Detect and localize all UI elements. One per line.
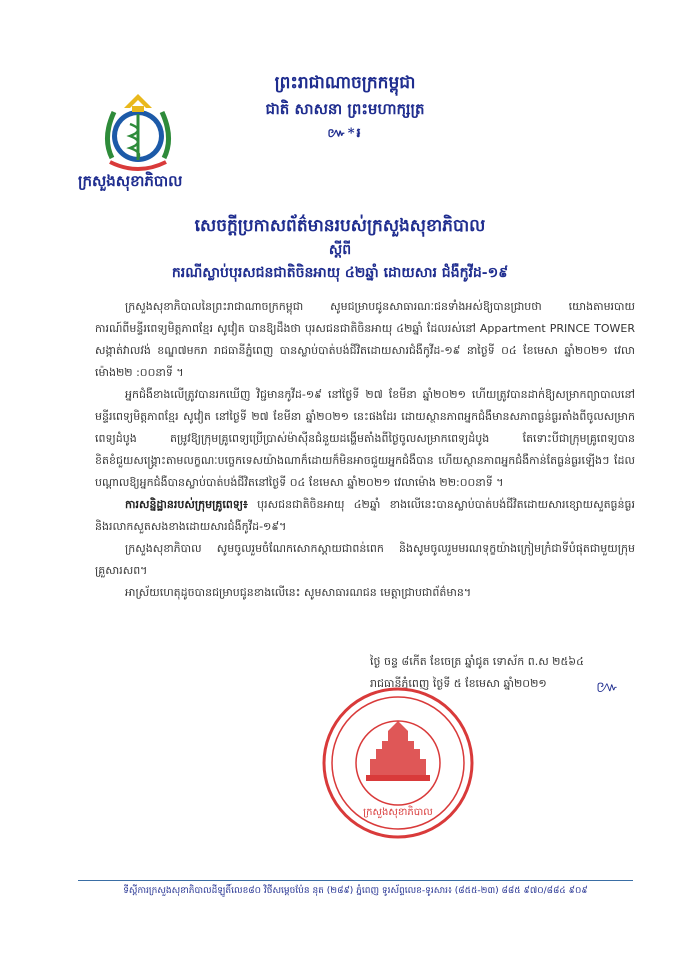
conclusion-label: ការសន្និដ្ឋានរបស់ក្រុមគ្រូពេទ្យ៖ [125, 498, 248, 511]
title-line-1: សេចក្តីប្រកាសព័ត៌មានរបស់ក្រសួងសុខាភិបាល [194, 216, 486, 236]
footer-address: ទីស្តីការក្រសួងសុខាភិបាលដីឡូតិ៍លេខ៨០ វិថីសម្តេចប៉ែន នុត (២៨៩) ភ្នំពេញ ទូរស័ព្ទលេខ-ទូរសារ៖ (៨៥៥-២៣) ៨៨៥ ៩៧០/៨៨៤ ៩០៩ [123, 886, 588, 896]
paragraph-1: ក្រសួងសុខាភិបាលនៃព្រះរាជាណាចក្រកម្ពុជា សូមជម្រាបជូនសាធារណៈជនទាំងអស់ឱ្យបានជ្រាបថា យោងតាមរបាយការណ៍ពីមន្ទីរពេទ្យមិត្តភាពខ្មែរ សូវៀត បានឱ្យដឹងថា បុរសជនជាតិចិនអាយុ ៤២ឆ្នាំ ដែលរស់នៅ Appartment PRINCE TOWER សង្កាត់វាលវង់ ខណ្ឌ៧មករា រាជធានីភ្នំពេញ បានស្លាប់បាត់បង់ជីវិតដោយសារជំងឺកូវីដ-១៩ នាថ្ងៃទី ០៤ ខែមេសា ឆ្នាំ២០២១ វេលាម៉ោង២២ :០០នាទី ។ [95, 300, 635, 379]
seal-text: ក្រសួងសុខាភិបាល [363, 807, 433, 818]
footer-divider [78, 880, 633, 881]
ministry-name: ក្រសួងសុខាភិបាល [78, 172, 183, 190]
conclusion-text: បុរសជនជាតិចិនអាយុ ៤២ឆ្នាំ ខាងលើនេះបានស្លាប់បាត់បង់ជីវិតដោយសារខ្សោយសួតធ្ងន់ធ្ងរ និងរលាកសួតសងខាងដោយសារជំងឺកូវីដ-១៩។ [95, 498, 635, 533]
paragraph-3 [95, 494, 635, 538]
kingdom-name: ព្រះរាជាណាចក្រកម្ពុជា [274, 73, 416, 93]
paragraph-2: អ្នកជំងឺខាងលើត្រូវបានរកឃើញ វិជ្ជមានកូវីដ-១៩ នៅថ្ងៃទី ២៧ ខែមីនា ឆ្នាំ២០២១ ហើយត្រូវបានដាក់ឱ្យសម្រាកព្យាបាលនៅមន្ទីរពេទ្យមិត្តភាពខ្មែរ សូវៀត នៅថ្ងៃទី ២៧ ខែមីនា ឆ្នាំ២០២១ នេះផងដែរ ដោយស្ថានភាពអ្នកជំងឺមានសភាពធ្ងន់ធ្ងរតាំងពីចូលសម្រាកពេទ្យដំបូង តម្រូវឱ្យក្រុមគ្រូពេទ្យប្រើប្រាស់ម៉ាស៊ីនជំនួយដង្ហើមតាំងពីថ្ងៃចូលសម្រាកពេទ្យដំបូង តែទោះបីជាក្រុមគ្រូពេទ្យបានខិតខំជួយសង្គ្រោះតាមលក្ខណៈបច្ចេកទេសយ៉ាងណាក៏ដោយក៏មិនអាចជួយអ្នកជំងឺបាន ហើយស្ថានភាពអ្នកជំងឺកាន់តែធ្ងន់ធ្ងរឡើងៗ ដែលបណ្តាលឱ្យអ្នកជំងឺបានស្លាប់បាត់បង់ជីវិតនៅថ្ងៃទី ០៤ ខែមេសា ឆ្នាំ២០២១ វេលាម៉ោង ២២:០០នាទី ។ [95, 388, 635, 489]
ornament: ៚*៛ [327, 126, 363, 141]
document-title [60, 214, 620, 284]
signature-mark: ៚ [596, 677, 619, 696]
solar-date: រាជធានីភ្នំពេញ ថ្ងៃទី ៥ ខែមេសា ឆ្នាំ២០២១ [370, 677, 547, 690]
title-line-2: ស្តីពី [328, 242, 352, 258]
lunar-date: ថ្ងៃ ចន្ទ ៨កើត ខែចេត្រ ឆ្នាំជូត ទោស័ក ព.ស ២៥៦៤ [370, 655, 584, 668]
national-motto: ជាតិ សាសនា ព្រះមហាក្សត្រ [265, 100, 425, 118]
official-seal-icon [318, 683, 478, 843]
kingdom-header [230, 72, 460, 142]
paragraph-4: ក្រសួងសុខាភិបាល សូមចូលរួមចំណែកសោកស្តាយជាពន់ពេក និងសូមចូលរួមមរណទុក្ខយ៉ាងក្រៀមក្រំជាទីបំផុតជាមួយក្រុមគ្រួសារសព។ [95, 542, 635, 577]
document-body [95, 296, 635, 604]
paragraph-5: អាស្រ័យហេតុដូចបានជម្រាបជូនខាងលើនេះ សូមសាធារណជន មេត្តាជ្រាបជាព័ត៌មាន។ [125, 586, 472, 599]
ministry-logo-icon [92, 88, 184, 178]
title-line-3: ករណីស្លាប់បុរសជនជាតិចិនអាយុ ៤២ឆ្នាំ ដោយសារ ជំងឺកូវីដ-១៩ [171, 265, 509, 281]
